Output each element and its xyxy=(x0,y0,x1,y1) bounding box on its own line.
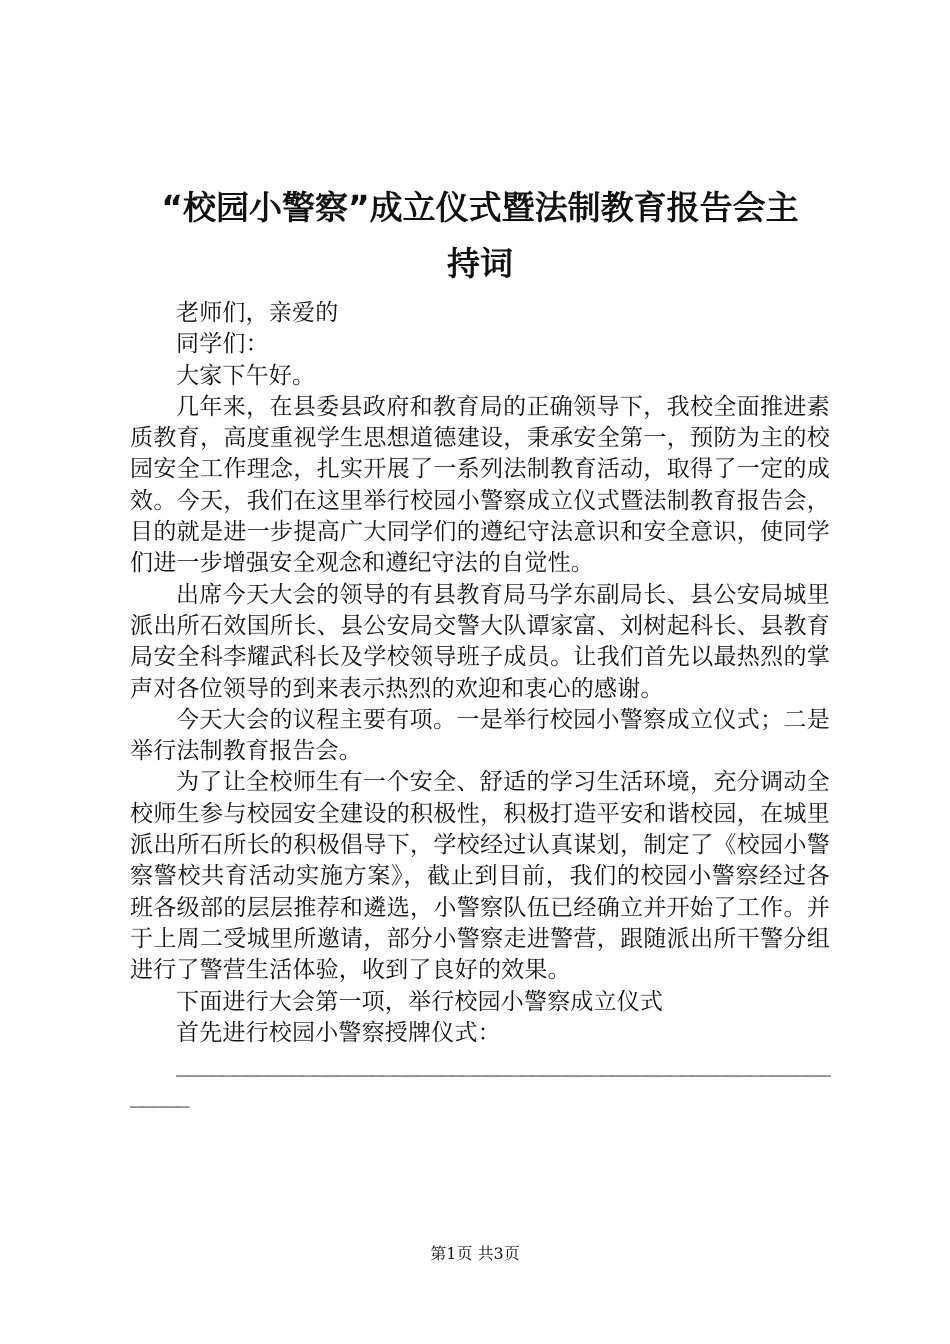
paragraph-attendees: 出席今天大会的领导的有县教育局马学东副局长、县公安局城里派出所石效国所长、县公安局交警大队谭家富、刘树起科长、县教育局安全科李耀武科长及学校领导班子成员。让我们首先以最热烈的掌声对各位领导的到来表示热烈的欢迎和衷心的感谢。 xyxy=(130,581,830,702)
separator-line: ______________________________________________________________ xyxy=(130,1051,829,1109)
page-footer: 第1页 共3页 xyxy=(430,1244,520,1263)
greeting-line: 老师们，亲爱的 xyxy=(176,300,339,326)
paragraph-intro: 几年来，在县委县政府和教育局的正确领导下，我校全面推进素质教育，高度重视学生思想道德建设，秉承安全第一，预防为主的校园安全工作理念，扎实开展了一系列法制教育活动，取得了一定的成效。今天，我们在这里举行校园小警察成立仪式暨法制教育报告会，目的就是进一步提高广大同学们的遵纪守法意识和安全意识，使同学们进一步增强安全观念和遵纪守法的自觉性。 xyxy=(130,393,830,577)
title-line-1: “校园小警察”成立仪式暨法制教育报告会主 xyxy=(161,188,799,227)
paragraph-agenda: 今天大会的议程主要有项。一是举行校园小警察成立仪式；二是举行法制教育报告会。 xyxy=(130,706,830,765)
paragraph-first-item: 下面进行大会第一项，举行校园小警察成立仪式 xyxy=(176,988,664,1015)
paragraph-award-ceremony: 首先进行校园小警察授牌仪式： xyxy=(176,1019,501,1046)
paragraph-background: 为了让全校师生有一个安全、舒适的学习生活环境，充分调动全校师生参与校园安全建设的积极性，积极打造平安和谐校园，在城里派出所石所长的积极倡导下，学校经过认真谋划，制定了《校园小警察警校共育活动实施方案》，截止到目前，我们的校园小警察经过各班各级部的层层推荐和遴选，小警察队伍已经确立并开始了工作。并于上周二受城里所邀请，部分小警察走进警营，跟随派出所干警分组进行了警营生活体验，收到了良好的效果。 xyxy=(130,769,830,984)
document-title xyxy=(130,180,830,292)
document-page xyxy=(130,180,830,1112)
greeting-afternoon: 大家下午好。 xyxy=(176,362,316,389)
title-line-2: 持词 xyxy=(447,244,513,283)
greeting-students: 同学们： xyxy=(176,331,269,358)
